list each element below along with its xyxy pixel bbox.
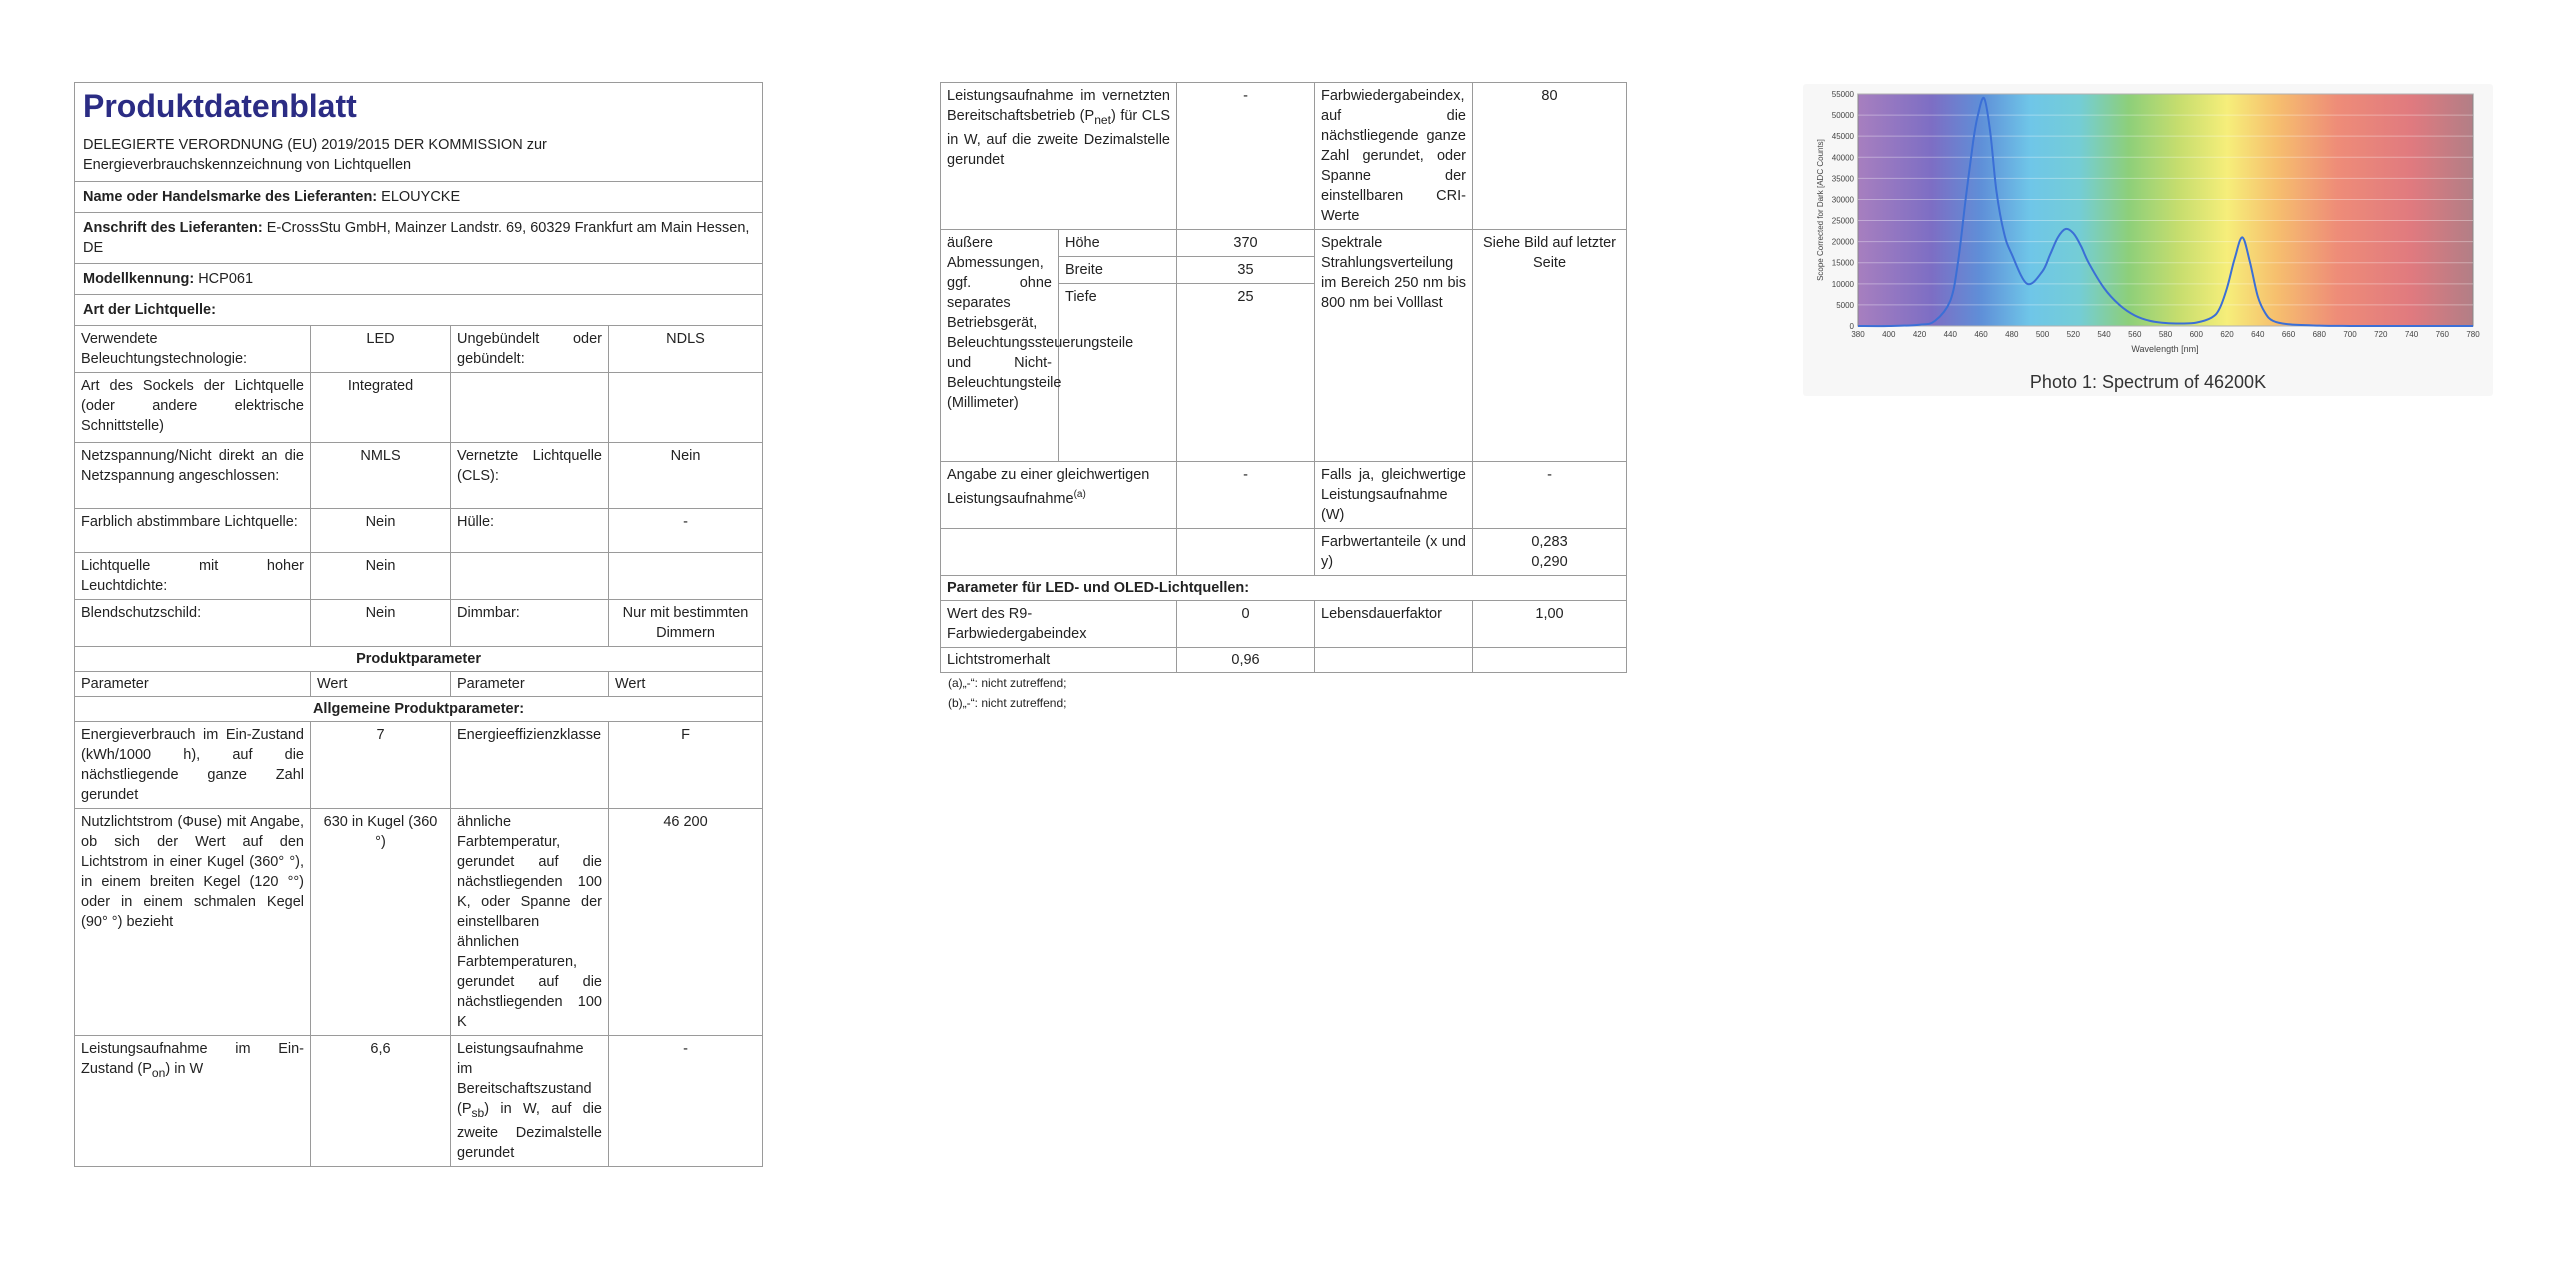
x-tick-label: 740 [2404, 330, 2419, 339]
spectrum-chart [1803, 84, 2493, 369]
flux-row [75, 809, 763, 1036]
power-on-row [75, 1036, 763, 1167]
y-tick-label: 25000 [1831, 216, 1854, 226]
cct-value: 46 200 [609, 809, 763, 1036]
model-row [75, 264, 763, 295]
width-value: 35 [1177, 257, 1315, 284]
supplier-address-row [75, 213, 763, 264]
high-luminance-label: Lichtquelle mit hoher Leuchtdichte: [75, 553, 311, 600]
x-tick-label: 640 [2251, 330, 2265, 339]
product-params-header-row [75, 647, 763, 672]
equivalent-power-watt-label: Falls ja, gleichwertige Leistungsaufnahme (W) [1315, 462, 1473, 529]
header-row [75, 83, 763, 182]
regulation-text: DELEGIERTE VERORDNUNG (EU) 2019/2015 DER KOMMISSION zur Energieverbrauchskennzeichnung von Lichtquellen [83, 137, 547, 173]
chromaticity-empty-2 [1177, 529, 1315, 576]
general-params-header-row [75, 697, 763, 722]
x-tick-label: 380 [1851, 330, 1865, 339]
x-tick-label: 620 [2220, 330, 2234, 339]
envelope-label: Hülle: [451, 509, 609, 553]
chromaticity-value: 0,283 0,290 [1473, 529, 1627, 576]
power-on-value: 6,6 [311, 1036, 451, 1167]
y-tick-label: 35000 [1831, 174, 1854, 184]
lumen-maintenance-empty-2 [1473, 648, 1627, 673]
y-tick-label: 10000 [1831, 279, 1854, 289]
flux-label: Nutzlichtstrom (Φuse) mit Angabe, ob sich der Wert auf den Lichtstrom in einer Kugel (360° °), in einem breiten Kegel (120 °°) oder in einem schmalen Kegel (90° °) bezieht [75, 809, 311, 1036]
y-tick-label: 55000 [1831, 90, 1854, 99]
net-standby-row [941, 83, 1627, 230]
technology-value: LED [311, 326, 451, 373]
socket-empty-2 [609, 373, 763, 443]
power-on-label: Leistungsaufnahme im Ein-Zustand $(P_{on})$ in W [75, 1036, 311, 1167]
x-tick-label: 600 [2189, 330, 2203, 339]
cls-value: Nein [609, 443, 763, 509]
x-tick-label: 460 [1974, 330, 1988, 339]
survival-factor-label: Lebensdauerfaktor [1315, 601, 1473, 648]
footnote-a: (a)„-“: nicht zutreffend; [948, 676, 1067, 690]
x-tick-label: 420 [1912, 330, 1927, 339]
x-tick-label: 660 [2281, 330, 2296, 339]
spectrum-caption: Photo 1: Spectrum of 46200K [2029, 372, 2267, 392]
mains-row [75, 443, 763, 509]
visible-spectrum-background [1858, 94, 2473, 326]
technology-row [75, 326, 763, 373]
x-tick-label: 760 [2435, 330, 2449, 339]
chromaticity-row [941, 529, 1627, 576]
supplier-address: E-CrossStu GmbH, Mainzer Landstr. 69, 60329 Frankfurt am Main Hessen, DE [83, 220, 750, 256]
light-source-type-row [75, 295, 763, 326]
x-tick-label: 560 [2128, 330, 2142, 339]
footnote-b: (b)„-“: nicht zutreffend; [948, 696, 1067, 710]
spectral-distribution-label: Spektrale Strahlungsverteilung im Bereich 250 nm bis 800 nm bei Volllast [1315, 230, 1473, 462]
net-standby-value: - [1177, 83, 1315, 230]
x-tick-label: 480 [2005, 330, 2019, 339]
lumen-maintenance-label: Lichtstromerhalt [941, 648, 1177, 673]
colour-tunable-label: Farblich abstimmbare Lichtquelle: [75, 509, 311, 553]
x-tick-label: 440 [1943, 330, 1957, 339]
x-tick-label: 400 [1882, 330, 1896, 339]
col-param-2: Parameter [451, 672, 609, 697]
high-luminance-empty-1 [451, 553, 609, 600]
product-data-table-1 [74, 82, 763, 1167]
survival-factor-value: 1,00 [1473, 601, 1627, 648]
product-params-header: Produktparameter [75, 647, 763, 672]
socket-value: Integrated [311, 373, 451, 443]
height-value: 370 [1177, 230, 1315, 257]
x-tick-label: 700 [2343, 330, 2357, 339]
cri-label: Farbwiedergabeindex, auf die nächstliegende ganze Zahl gerundet, oder Spanne der einstellbaren CRI-Werte [1315, 83, 1473, 230]
colour-tunable-value: Nein [311, 509, 451, 553]
efficiency-class-value: F [609, 722, 763, 809]
led-params-header: Parameter für LED- und OLED-Lichtquellen: [941, 576, 1627, 601]
spectrum-figure [1803, 84, 2493, 398]
column-header-row [75, 672, 763, 697]
chromaticity-label: Farbwertanteile (x und y) [1315, 529, 1473, 576]
y-tick-label: 40000 [1831, 153, 1854, 163]
document-title: Produktdatenblatt [83, 88, 357, 124]
col-param-1: Parameter [75, 672, 311, 697]
model-id: HCP061 [198, 271, 254, 287]
x-tick-label: 780 [2466, 330, 2480, 339]
anti-glare-row [75, 600, 763, 647]
y-tick-label: 30000 [1831, 195, 1854, 205]
flux-value: 630 in Kugel (360 °) [311, 809, 451, 1036]
light-source-type-label: Art der Lichtquelle: [75, 295, 763, 326]
dimmable-label: Dimmbar: [451, 600, 609, 647]
y-tick-label: 15000 [1831, 258, 1854, 268]
anti-glare-label: Blendschutzschild: [75, 600, 311, 647]
energy-label: Energieverbrauch im Ein-Zustand (kWh/1000 h), auf die nächstliegende ganze Zahl gerundet [75, 722, 311, 809]
standby-power-value: - [609, 1036, 763, 1167]
r9-label: Wert des R9-Farbwiedergabeindex [941, 601, 1177, 648]
x-tick-label: 680 [2312, 330, 2326, 339]
lumen-maintenance-value: 0,96 [1177, 648, 1315, 673]
col-value-2: Wert [609, 672, 763, 697]
energy-row [75, 722, 763, 809]
y-tick-label: 0 [1849, 322, 1854, 331]
anti-glare-value: Nein [311, 600, 451, 647]
equivalent-power-label: Angabe zu einer gleichwertigen Leistungsaufnahme$^{(a)}$ [941, 462, 1177, 529]
technology-label: Verwendete Beleuchtungstechnologie: [75, 326, 311, 373]
cct-label: ähnliche Farbtemperatur, gerundet auf die nächstliegenden 100 K, oder Spanne der einstellbaren ähnlichen Farbtemperaturen, gerundet auf die nächstliegenden 100 K [451, 809, 609, 1036]
x-axis-label: Wavelength [nm] [2131, 344, 2199, 354]
high-luminance-empty-2 [609, 553, 763, 600]
lumen-maintenance-row [941, 648, 1627, 673]
product-data-table-2 [940, 82, 1627, 673]
net-standby-label: Leistungsaufnahme im vernetzten Bereitschaftsbetrieb $(P_{net})$ für CLS in W, auf die zweite Dezimalstelle gerundet [941, 83, 1177, 230]
envelope-value: - [609, 509, 763, 553]
model-label: Modellkennung: [83, 271, 195, 287]
supplier-name: ELOUYCKE [381, 189, 461, 205]
y-tick-label: 50000 [1831, 111, 1854, 121]
dimmable-value: Nur mit bestimmten Dimmern [609, 600, 763, 647]
mains-label: Netzspannung/Nicht direkt an die Netzspannung angeschlossen: [75, 443, 311, 509]
supplier-name-row [75, 182, 763, 213]
dimensions-label: äußere Abmessungen, ggf. ohne separates Betriebsgerät, Beleuchtungssteuerungsteile und Nicht-Beleuchtungsteile (Millimeter) [941, 230, 1059, 462]
mains-value: NMLS [311, 443, 451, 509]
x-tick-label: 720 [2374, 330, 2388, 339]
r9-row [941, 601, 1627, 648]
product-data-sheet-page-1 [74, 82, 762, 1167]
high-luminance-value: Nein [311, 553, 451, 600]
width-label: Breite [1059, 257, 1177, 284]
spectral-distribution-value: Siehe Bild auf letzter Seite [1473, 230, 1627, 462]
y-tick-label: 20000 [1831, 237, 1854, 247]
product-data-sheet-page-2 [940, 82, 1626, 713]
high-luminance-row [75, 553, 763, 600]
standby-power-label: Leistungsaufnahme im Bereitschaftszustand $(P_{sb})$ in W, auf die zweite Dezimalstelle gerundet [451, 1036, 609, 1167]
supplier-name-label: Name oder Handelsmarke des Lieferanten: [83, 189, 378, 205]
x-tick-label: 520 [2066, 330, 2080, 339]
equivalent-power-value: - [1177, 462, 1315, 529]
x-tick-label: 540 [2097, 330, 2111, 339]
efficiency-class-label: Energieeffizienzklasse [451, 722, 609, 809]
y-tick-label: 5000 [1836, 300, 1854, 310]
depth-value: 25 [1177, 284, 1315, 462]
energy-value: 7 [311, 722, 451, 809]
chromaticity-empty-1 [941, 529, 1177, 576]
dimension-height-row [941, 230, 1627, 257]
equivalent-power-row [941, 462, 1627, 529]
directional-label: Ungebündelt oder gebündelt: [451, 326, 609, 373]
height-label: Höhe [1059, 230, 1177, 257]
supplier-address-label: Anschrift des Lieferanten: [83, 220, 263, 236]
colour-tunable-row [75, 509, 763, 553]
equivalent-power-watt-value: - [1473, 462, 1627, 529]
depth-label: Tiefe [1059, 284, 1177, 462]
cls-label: Vernetzte Lichtquelle (CLS): [451, 443, 609, 509]
lumen-maintenance-empty-1 [1315, 648, 1473, 673]
r9-value: 0 [1177, 601, 1315, 648]
general-params-header: Allgemeine Produktparameter: [75, 697, 763, 722]
cri-value: 80 [1473, 83, 1627, 230]
y-tick-label: 45000 [1831, 132, 1854, 142]
socket-row [75, 373, 763, 443]
x-tick-label: 500 [2035, 330, 2050, 339]
x-tick-label: 580 [2158, 330, 2173, 339]
socket-empty-1 [451, 373, 609, 443]
y-axis-label: Scope Corrected for Dark [ADC Counts] [1816, 139, 1825, 281]
directional-value: NDLS [609, 326, 763, 373]
socket-label: Art des Sockels der Lichtquelle (oder andere elektrische Schnittstelle) [75, 373, 311, 443]
led-params-header-row [941, 576, 1627, 601]
col-value-1: Wert [311, 672, 451, 697]
